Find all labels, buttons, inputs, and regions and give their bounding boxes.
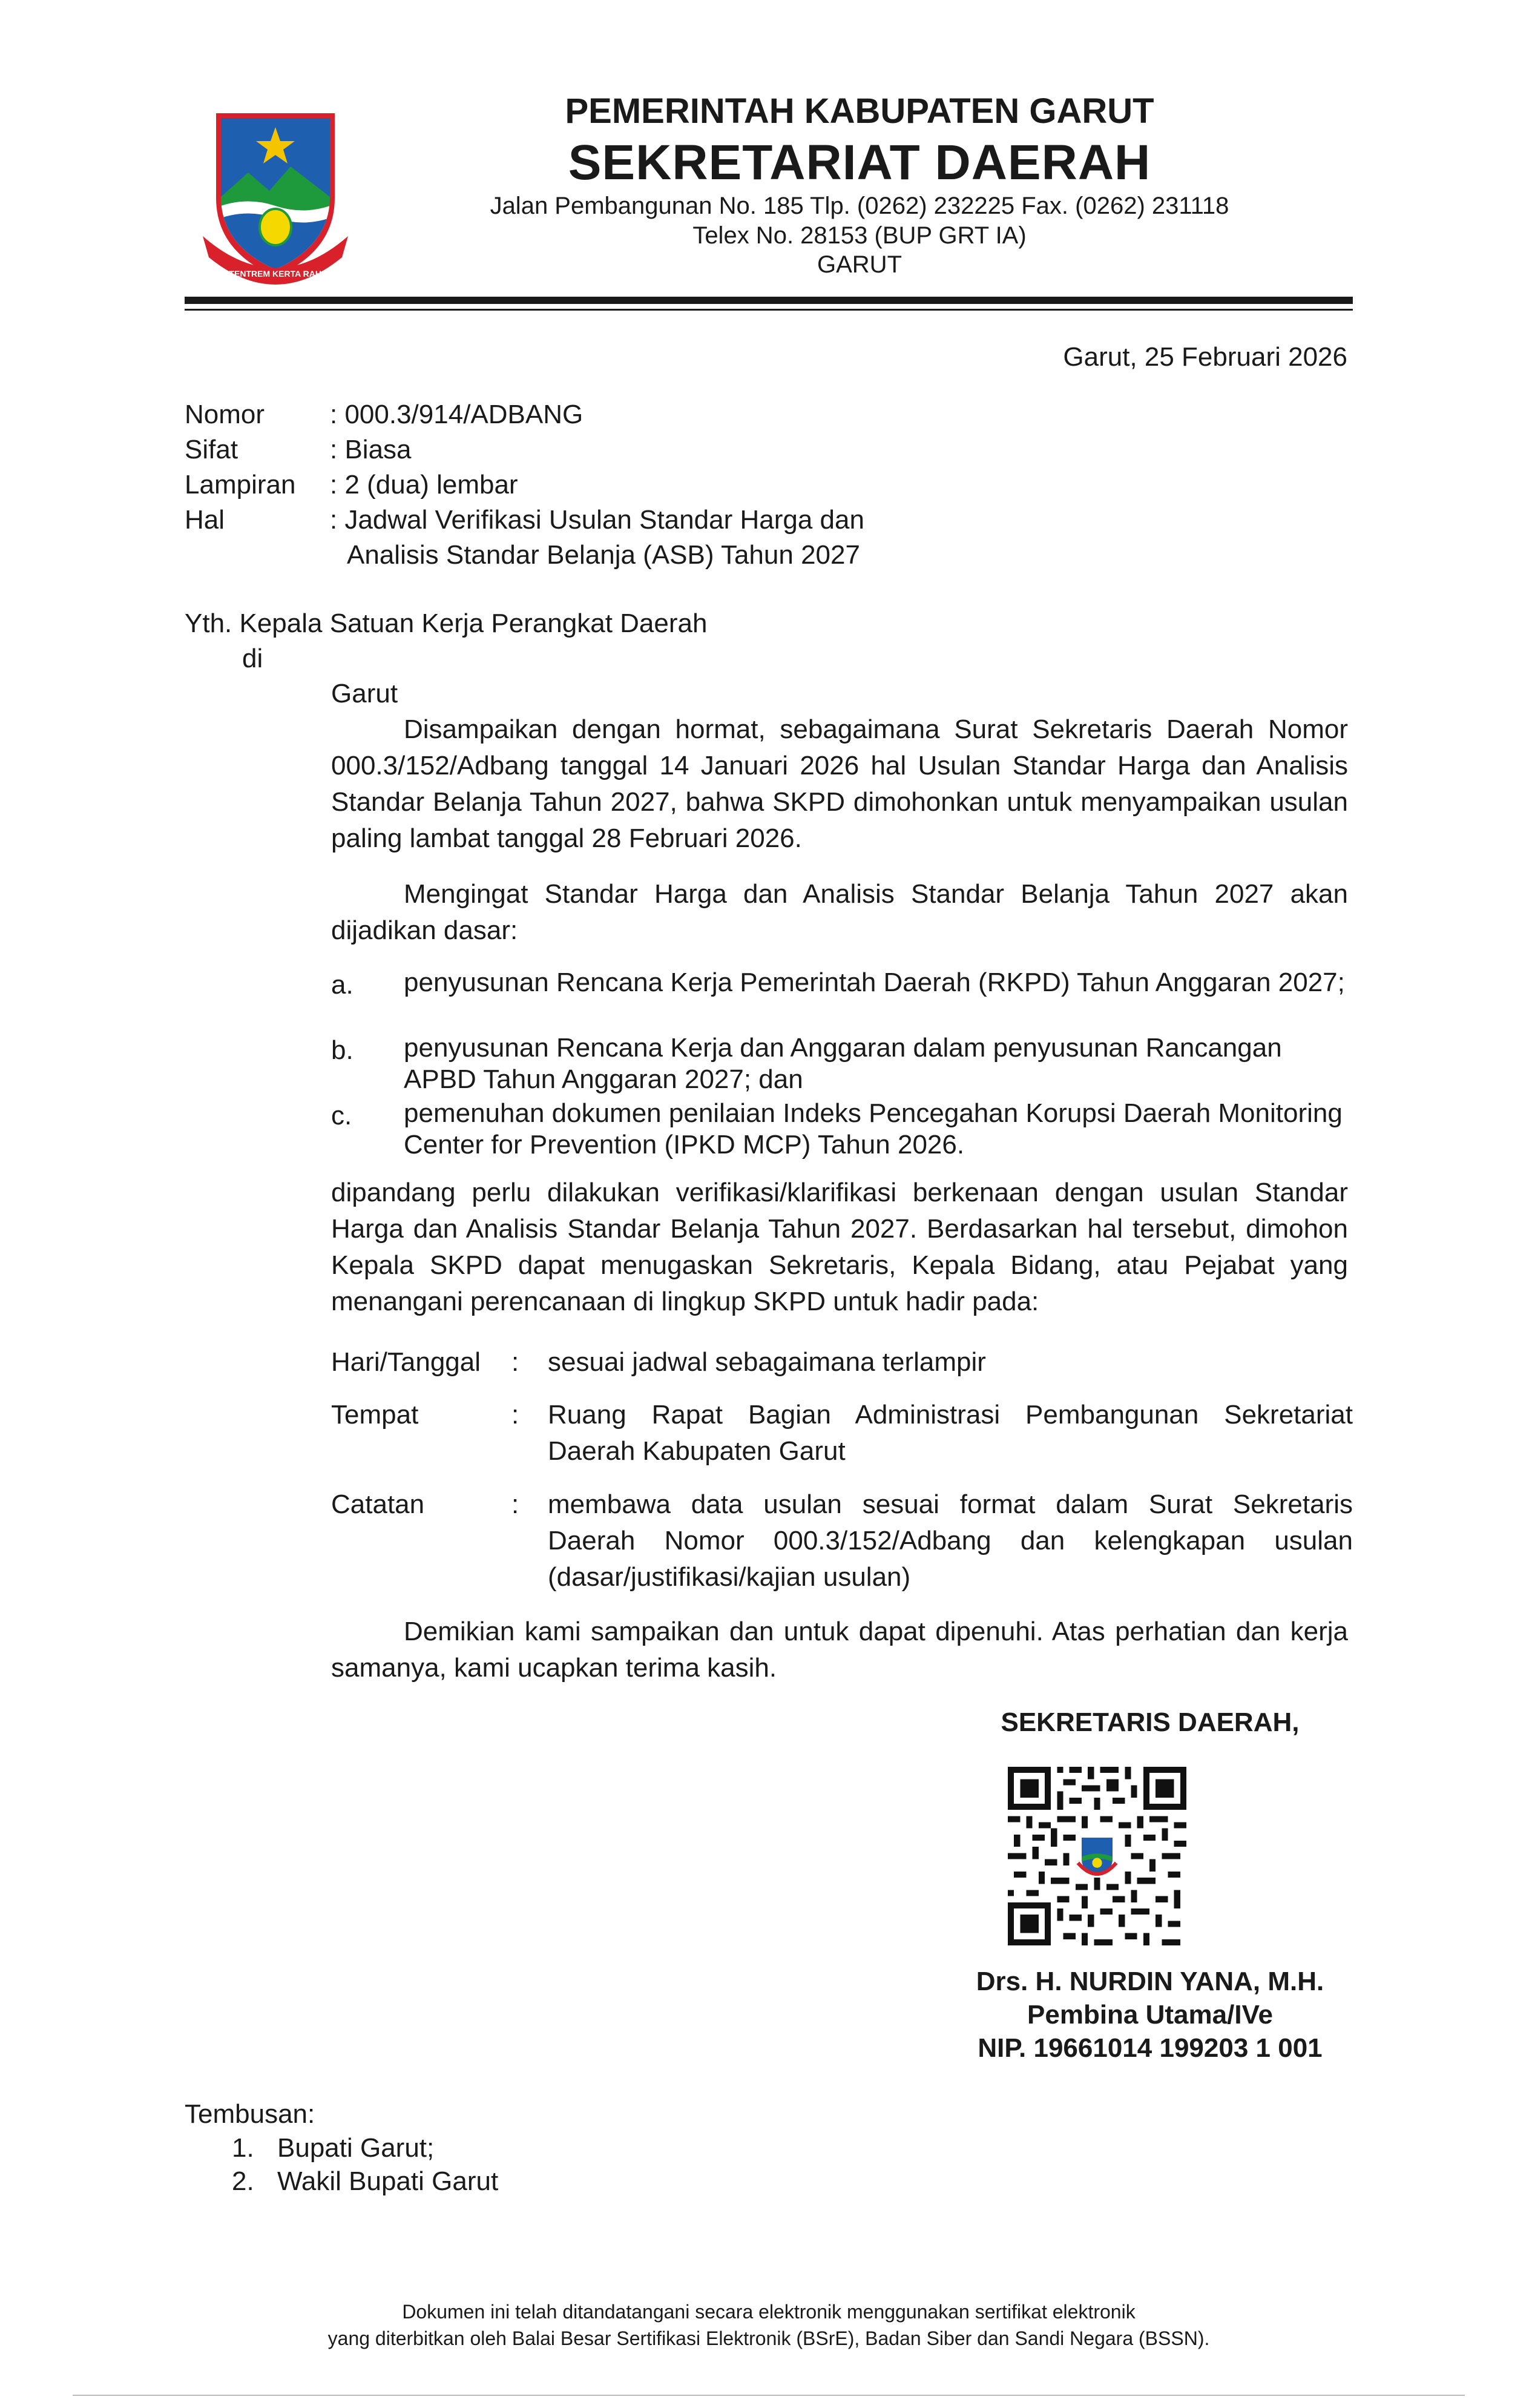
page-bottom-rule xyxy=(73,2395,1465,2396)
detail-value-place: Ruang Rapat Bagian Administrasi Pembangunan Sekretariat Daerah Kabupaten Garut xyxy=(548,1400,1353,1466)
letter-date: Garut, 25 Februari 2026 xyxy=(1063,342,1347,372)
letterhead-telex: Telex No. 28153 (BUP GRT IA) xyxy=(692,222,1027,249)
emblem-motto: TATA TENTREM KERTA RAHARJA xyxy=(206,269,345,279)
body-paragraph-3: dipandang perlu dilakukan verifikasi/klarifikasi berkenaan dengan usulan Standar Harga dan Analisis Standar Belanja Tahun 2027. Berdasarkan hal tersebut, dimohon Kepala SKPD dapat menugaskan Sekretaris, Kepala Bidang, atau Pejabat yang menangani perencanaan di lingkup SKPD untuk hadir pada: xyxy=(331,1178,1348,1316)
meta-value-continued: Analisis Standar Belanja (ASB) Tahun 2027 xyxy=(347,540,860,570)
body-paragraph-4: Demikian kami sampaikan dan untuk dapat dipenuhi. Atas perhatian dan kerja samanya, kami ucapkan terima kasih. xyxy=(331,1617,1348,1683)
letterhead-address: Jalan Pembangunan No. 185 Tlp. (0262) 232225 Fax. (0262) 231118 xyxy=(490,193,1229,219)
list-letter: b. xyxy=(331,1035,353,1065)
signature-qr-code xyxy=(1008,1767,1186,1945)
footer-line-2: yang diterbitkan oleh Balai Besar Sertifikasi Elektronik (BSrE), Badan Siber dan Sandi Negara (BSSN). xyxy=(327,2327,1210,2349)
body-paragraph-2: Mengingat Standar Harga dan Analisis Standar Belanja Tahun 2027 akan dijadikan dasar: xyxy=(331,879,1348,945)
detail-label-date: Hari/Tanggal xyxy=(331,1347,481,1377)
list-letter: c. xyxy=(331,1101,352,1130)
list-item-b: penyusunan Rencana Kerja dan Anggaran dalam penyusunan Rancangan APBD Tahun Anggaran 2027; dan xyxy=(404,1033,1282,1094)
meta-value: : 000.3/914/ADBANG xyxy=(330,400,584,429)
letterhead-rule-thin xyxy=(185,309,1353,311)
meta-label: Sifat xyxy=(185,435,238,464)
list-item-c: pemenuhan dokumen penilaian Indeks Pencegahan Korupsi Daerah Monitoring Center for Prevention (IPKD MCP) Tahun 2026. xyxy=(404,1098,1343,1159)
body-paragraph-1: Disampaikan dengan hormat, sebagaimana Surat Sekretaris Daerah Nomor 000.3/152/Adbang tanggal 14 Januari 2026 hal Usulan Standar Harga dan Analisis Standar Belanja Tahun 2027, bahwa SKPD dimohonkan untuk menyampaikan usulan paling lambat tanggal 28 Februari 2026. xyxy=(331,714,1348,853)
letterhead-government: PEMERINTAH KABUPATEN GARUT xyxy=(565,91,1154,131)
detail-label-note: Catatan xyxy=(331,1489,425,1519)
cc-number: 1. xyxy=(232,2133,254,2163)
meta-label: Hal xyxy=(185,505,225,535)
meta-value: : Biasa xyxy=(330,435,412,464)
recipient-di: di xyxy=(242,644,263,673)
list-item-a: penyusunan Rencana Kerja Pemerintah Daerah (RKPD) Tahun Anggaran 2027; xyxy=(404,968,1345,997)
detail-value-date: sesuai jadwal sebagaimana terlampir xyxy=(548,1347,986,1377)
letterhead-office: SEKRETARIAT DAERAH xyxy=(568,135,1151,190)
signature-title: SEKRETARIS DAERAH, xyxy=(1001,1707,1300,1737)
recipient-city: Garut xyxy=(331,679,398,708)
list-letter: a. xyxy=(331,970,353,1000)
cc-item: Bupati Garut; xyxy=(277,2133,435,2163)
garut-emblem-logo xyxy=(203,106,348,294)
meta-value: : Jadwal Verifikasi Usulan Standar Harga dan xyxy=(330,505,864,535)
letterhead-rule-thick xyxy=(185,297,1353,304)
signatory-nip: NIP. 19661014 199203 1 001 xyxy=(978,2033,1323,2063)
detail-colon: : xyxy=(511,1489,519,1519)
detail-label-place: Tempat xyxy=(331,1400,419,1430)
meta-label: Lampiran xyxy=(185,470,296,500)
letterhead-city: GARUT xyxy=(817,251,902,278)
cc-number: 2. xyxy=(232,2166,254,2196)
signatory-rank: Pembina Utama/IVe xyxy=(1027,2000,1273,2030)
detail-value-note: membawa data usulan sesuai format dalam Surat Sekretaris Daerah Nomor 000.3/152/Adbang dan kelengkapan usulan (dasar/justifikasi/kajian usulan) xyxy=(548,1489,1353,1592)
footer-line-1: Dokumen ini telah ditandatangani secara elektronik menggunakan sertifikat elektronik xyxy=(402,2301,1136,2323)
meta-label: Nomor xyxy=(185,400,265,429)
meta-value: : 2 (dua) lembar xyxy=(330,470,518,500)
detail-colon: : xyxy=(511,1347,519,1377)
cc-title: Tembusan: xyxy=(185,2099,315,2129)
signatory-name: Drs. H. NURDIN YANA, M.H. xyxy=(976,1967,1324,1996)
cc-item: Wakil Bupati Garut xyxy=(277,2166,499,2196)
detail-colon: : xyxy=(511,1400,519,1430)
recipient-title: Yth. Kepala Satuan Kerja Perangkat Daerah xyxy=(185,609,708,638)
